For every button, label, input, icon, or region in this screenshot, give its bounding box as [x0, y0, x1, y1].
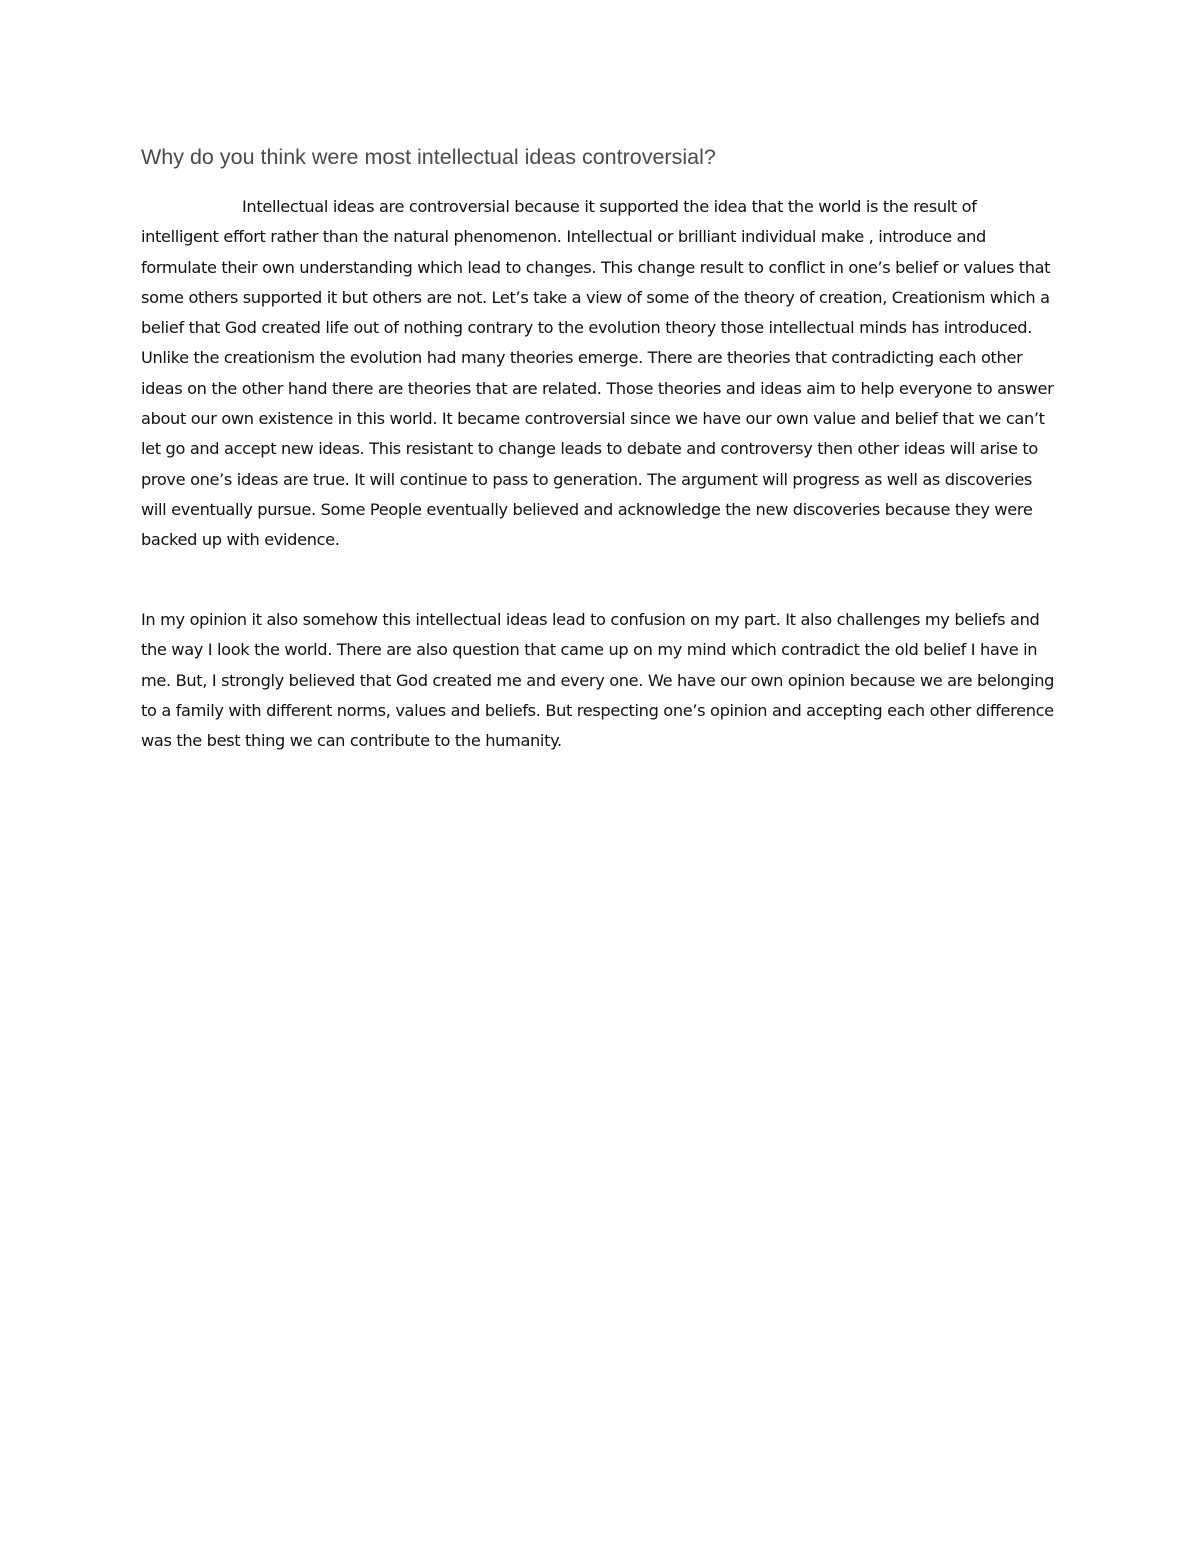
- paragraph-1: Intellectual ideas are controversial because it supported the idea that the world is the result of intelligent effort rather than the natural phenomenon. Intellectual or brilliant individual make , introduce and formulate their own understanding which lead to changes. This change result to conflict in one’s belief or values that some others supported it but others are not. Let’s take a view of some of the theory of creation, Creationism which a belief that God created life out of nothing contrary to the evolution theory those intellectual minds has introduced. Unlike the creationism the evolution had many theories emerge. There are theories that contradicting each other ideas on the other hand there are theories that are related. Those theories and ideas aim to help everyone to answer about our own existence in this world. It became controversial since we have our own value and belief that we can’t let go and accept new ideas. This resistant to change leads to debate and controversy then other ideas will arise to prove one’s ideas are true. It will continue to pass to generation. The argument will progress as well as discoveries will eventually pursue. Some People eventually believed and acknowledge the new discoveries because they were backed up with evidence.: [141, 197, 1054, 550]
- paragraph-2: In my opinion it also somehow this intellectual ideas lead to confusion on my part. It also challenges my beliefs and the way I look the world. There are also question that came up on my mind which contradict the old belief I have in me. But, I strongly believed that God created me and every one. We have our own opinion because we are belonging to a family with different norms, values and beliefs. But respecting one’s opinion and accepting each other difference was the best thing we can contribute to the humanity.: [141, 610, 1055, 751]
- question-heading: Why do you think were most intellectual ideas controversial?: [141, 145, 716, 169]
